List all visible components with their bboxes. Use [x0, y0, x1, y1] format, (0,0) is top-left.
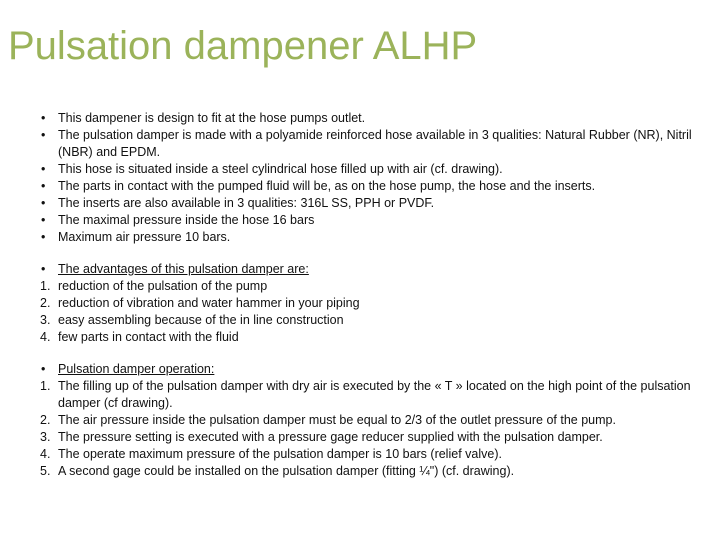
bullet-marker: •	[41, 162, 46, 176]
page-title: Pulsation dampener ALHP	[8, 24, 478, 68]
bullet-marker: •	[41, 196, 46, 210]
slide-content	[40, 110, 700, 480]
item-number: 3.	[40, 313, 51, 327]
list-item	[40, 378, 700, 412]
bullet-marker: •	[41, 179, 46, 193]
item-number: 2.	[40, 413, 51, 427]
operation-heading	[40, 361, 700, 378]
advantages-heading-text: The advantages of this pulsation damper are:	[58, 262, 309, 276]
list-item-text: The filling up of the pulsation damper with dry air is executed by the « T » located on the high point of the pulsation damper (cf drawing).	[58, 379, 691, 410]
list-item	[40, 295, 700, 312]
item-number: 3.	[40, 430, 51, 444]
list-item	[40, 312, 700, 329]
advantages-list	[40, 261, 700, 346]
bullet-marker: •	[41, 111, 46, 125]
list-item	[40, 329, 700, 346]
list-item-text: A second gage could be installed on the pulsation damper (fitting ¼") (cf. drawing).	[58, 464, 515, 478]
list-item	[40, 412, 700, 429]
bullet-marker: •	[41, 362, 46, 376]
list-item	[40, 195, 700, 212]
bullet-marker: •	[41, 128, 46, 142]
list-item-text: The maximal pressure inside the hose 16 bars	[58, 213, 315, 227]
list-item	[40, 463, 700, 480]
list-item-text: The air pressure inside the pulsation damper must be equal to 2/3 of the outlet pressure of the pump.	[58, 413, 616, 427]
bullet-marker: •	[41, 213, 46, 227]
operation-heading-text: Pulsation damper operation:	[58, 362, 215, 376]
operation-list	[40, 361, 700, 480]
list-item-text: This dampener is design to fit at the hose pumps outlet.	[58, 111, 366, 125]
list-item-text: The inserts are also available in 3 qualities: 316L SS, PPH or PVDF.	[58, 196, 435, 210]
list-item-text: The operate maximum pressure of the pulsation damper is 10 bars (relief valve).	[58, 447, 502, 461]
list-item-text: reduction of the pulsation of the pump	[58, 279, 268, 293]
item-number: 1.	[40, 379, 51, 393]
list-item	[40, 229, 700, 246]
list-item-text: The pressure setting is executed with a pressure gage reducer supplied with the pulsation damper.	[58, 430, 603, 444]
item-number: 2.	[40, 296, 51, 310]
list-item	[40, 178, 700, 195]
list-item	[40, 127, 700, 161]
list-item-text: The parts in contact with the pumped fluid will be, as on the hose pump, the hose and the inserts.	[58, 179, 596, 193]
list-item-text: few parts in contact with the fluid	[58, 330, 239, 344]
item-number: 5.	[40, 464, 51, 478]
list-item	[40, 429, 700, 446]
item-number: 4.	[40, 447, 51, 461]
list-item	[40, 161, 700, 178]
item-number: 4.	[40, 330, 51, 344]
list-item-text: Maximum air pressure 10 bars.	[58, 230, 231, 244]
list-item	[40, 446, 700, 463]
item-number: 1.	[40, 279, 51, 293]
advantages-heading	[40, 261, 700, 278]
list-item	[40, 278, 700, 295]
list-item	[40, 110, 700, 127]
bullet-marker: •	[41, 262, 46, 276]
list-item-text: reduction of vibration and water hammer in your piping	[58, 296, 360, 310]
list-item	[40, 212, 700, 229]
list-item-text: The pulsation damper is made with a polyamide reinforced hose available in 3 qualities: Natural Rubber (NR), Nitril (NBR) and EPDM.	[58, 128, 692, 159]
list-item-text: easy assembling because of the in line construction	[58, 313, 344, 327]
list-item-text: This hose is situated inside a steel cylindrical hose filled up with air (cf. drawing).	[58, 162, 503, 176]
bullet-marker: •	[41, 230, 46, 244]
intro-list	[40, 110, 700, 246]
